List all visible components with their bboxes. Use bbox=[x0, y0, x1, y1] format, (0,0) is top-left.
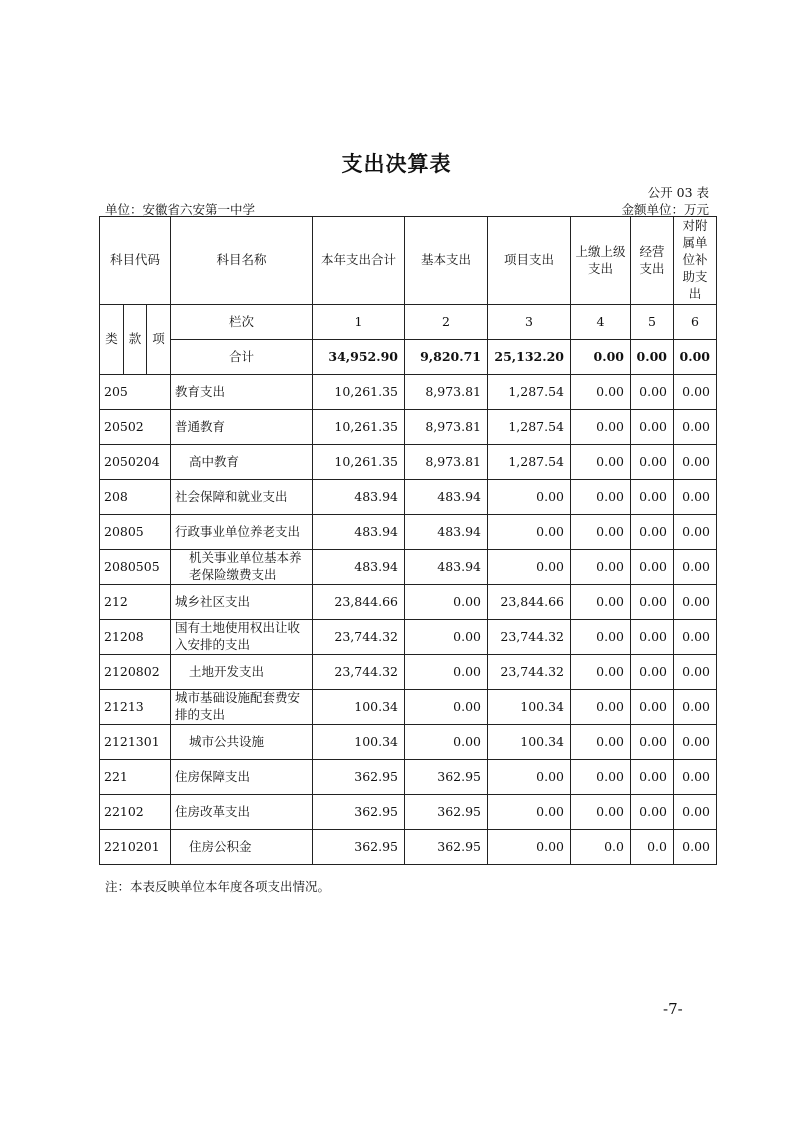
table-row bbox=[100, 690, 717, 725]
header-lei: 类 bbox=[100, 305, 124, 375]
row-name: 社会保障和就业支出 bbox=[171, 480, 313, 515]
row-business: 0.00 bbox=[631, 760, 674, 795]
total-label: 合计 bbox=[171, 340, 313, 375]
total-row bbox=[100, 340, 717, 375]
row-name: 国有土地使用权出让收入安排的支出 bbox=[171, 620, 313, 655]
table-row bbox=[100, 480, 717, 515]
row-basic: 0.00 bbox=[405, 725, 488, 760]
row-subsidy: 0.00 bbox=[674, 375, 717, 410]
row-business: 0.00 bbox=[631, 445, 674, 480]
row-project: 0.00 bbox=[488, 515, 571, 550]
header-total: 本年支出合计 bbox=[313, 217, 405, 305]
row-upper: 0.00 bbox=[571, 375, 631, 410]
row-project: 23,844.66 bbox=[488, 585, 571, 620]
table-row bbox=[100, 830, 717, 865]
row-basic: 8,973.81 bbox=[405, 445, 488, 480]
row-total: 100.34 bbox=[313, 725, 405, 760]
row-subsidy: 0.00 bbox=[674, 585, 717, 620]
total-v5: 0.00 bbox=[631, 340, 674, 375]
row-name: 住房改革支出 bbox=[171, 795, 313, 830]
row-upper: 0.00 bbox=[571, 760, 631, 795]
row-business: 0.00 bbox=[631, 620, 674, 655]
row-subsidy: 0.00 bbox=[674, 515, 717, 550]
row-business: 0.0 bbox=[631, 830, 674, 865]
header-kuan: 款 bbox=[124, 305, 147, 375]
table-row bbox=[100, 410, 717, 445]
row-upper: 0.00 bbox=[571, 410, 631, 445]
row-code: 205 bbox=[100, 375, 171, 410]
header-subsidy: 对附属单位补助支出 bbox=[674, 217, 717, 305]
row-code: 2120802 bbox=[100, 655, 171, 690]
row-business: 0.00 bbox=[631, 690, 674, 725]
row-subsidy: 0.00 bbox=[674, 830, 717, 865]
row-business: 0.00 bbox=[631, 515, 674, 550]
row-code: 212 bbox=[100, 585, 171, 620]
row-subsidy: 0.00 bbox=[674, 655, 717, 690]
table-row bbox=[100, 760, 717, 795]
expenditure-table bbox=[99, 216, 717, 865]
row-code: 21208 bbox=[100, 620, 171, 655]
row-name: 城市公共设施 bbox=[171, 725, 313, 760]
row-project: 23,744.32 bbox=[488, 620, 571, 655]
table-header bbox=[100, 217, 717, 375]
row-code: 2210201 bbox=[100, 830, 171, 865]
row-upper: 0.00 bbox=[571, 585, 631, 620]
row-total: 483.94 bbox=[313, 515, 405, 550]
row-subsidy: 0.00 bbox=[674, 760, 717, 795]
row-total: 362.95 bbox=[313, 760, 405, 795]
table-row bbox=[100, 795, 717, 830]
row-total: 362.95 bbox=[313, 795, 405, 830]
row-code: 22102 bbox=[100, 795, 171, 830]
row-business: 0.00 bbox=[631, 410, 674, 445]
footnote: 注：本表反映单位本年度各项支出情况。 bbox=[105, 879, 331, 894]
row-project: 0.00 bbox=[488, 760, 571, 795]
row-basic: 0.00 bbox=[405, 620, 488, 655]
row-basic: 0.00 bbox=[405, 585, 488, 620]
row-name: 高中教育 bbox=[171, 445, 313, 480]
row-project: 0.00 bbox=[488, 480, 571, 515]
row-subsidy: 0.00 bbox=[674, 480, 717, 515]
header-lanci: 栏次 bbox=[171, 305, 313, 340]
row-subsidy: 0.00 bbox=[674, 410, 717, 445]
row-total: 483.94 bbox=[313, 550, 405, 585]
row-business: 0.00 bbox=[631, 655, 674, 690]
row-basic: 483.94 bbox=[405, 515, 488, 550]
row-upper: 0.0 bbox=[571, 830, 631, 865]
row-name: 土地开发支出 bbox=[171, 655, 313, 690]
row-basic: 362.95 bbox=[405, 760, 488, 795]
table-row bbox=[100, 620, 717, 655]
row-total: 362.95 bbox=[313, 830, 405, 865]
header-project: 项目支出 bbox=[488, 217, 571, 305]
row-subsidy: 0.00 bbox=[674, 620, 717, 655]
page-number: -7- bbox=[663, 1000, 683, 1018]
row-name: 教育支出 bbox=[171, 375, 313, 410]
row-name: 城市基础设施配套费安排的支出 bbox=[171, 690, 313, 725]
row-name: 城乡社区支出 bbox=[171, 585, 313, 620]
row-name: 住房保障支出 bbox=[171, 760, 313, 795]
row-business: 0.00 bbox=[631, 725, 674, 760]
col-index-4: 4 bbox=[571, 305, 631, 340]
table-row bbox=[100, 445, 717, 480]
row-project: 1,287.54 bbox=[488, 410, 571, 445]
row-basic: 483.94 bbox=[405, 480, 488, 515]
row-total: 23,744.32 bbox=[313, 655, 405, 690]
total-v3: 25,132.20 bbox=[488, 340, 571, 375]
table-row bbox=[100, 585, 717, 620]
row-subsidy: 0.00 bbox=[674, 725, 717, 760]
row-subsidy: 0.00 bbox=[674, 445, 717, 480]
col-index-5: 5 bbox=[631, 305, 674, 340]
row-upper: 0.00 bbox=[571, 620, 631, 655]
row-code: 2080505 bbox=[100, 550, 171, 585]
page-title: 支出决算表 bbox=[341, 152, 452, 176]
row-upper: 0.00 bbox=[571, 480, 631, 515]
col-index-1: 1 bbox=[313, 305, 405, 340]
total-v1: 34,952.90 bbox=[313, 340, 405, 375]
row-business: 0.00 bbox=[631, 550, 674, 585]
total-v2: 9,820.71 bbox=[405, 340, 488, 375]
header-code: 科目代码 bbox=[100, 217, 171, 305]
table-row bbox=[100, 515, 717, 550]
header-xiang: 项 bbox=[147, 305, 171, 375]
row-upper: 0.00 bbox=[571, 515, 631, 550]
row-project: 0.00 bbox=[488, 795, 571, 830]
col-index-6: 6 bbox=[674, 305, 717, 340]
row-project: 0.00 bbox=[488, 550, 571, 585]
row-subsidy: 0.00 bbox=[674, 795, 717, 830]
row-project: 100.34 bbox=[488, 690, 571, 725]
row-total: 10,261.35 bbox=[313, 410, 405, 445]
row-total: 10,261.35 bbox=[313, 445, 405, 480]
row-name: 行政事业单位养老支出 bbox=[171, 515, 313, 550]
row-name: 普通教育 bbox=[171, 410, 313, 445]
row-business: 0.00 bbox=[631, 585, 674, 620]
row-total: 23,844.66 bbox=[313, 585, 405, 620]
row-project: 1,287.54 bbox=[488, 445, 571, 480]
row-code: 20805 bbox=[100, 515, 171, 550]
row-total: 10,261.35 bbox=[313, 375, 405, 410]
row-business: 0.00 bbox=[631, 375, 674, 410]
row-basic: 362.95 bbox=[405, 830, 488, 865]
row-total: 23,744.32 bbox=[313, 620, 405, 655]
table-body bbox=[100, 375, 717, 865]
row-upper: 0.00 bbox=[571, 725, 631, 760]
row-project: 0.00 bbox=[488, 830, 571, 865]
row-project: 1,287.54 bbox=[488, 375, 571, 410]
table-row bbox=[100, 550, 717, 585]
header-upper: 上缴上级支出 bbox=[571, 217, 631, 305]
unit-label: 单位：安徽省六安第一中学 bbox=[105, 202, 256, 217]
header-business: 经营支出 bbox=[631, 217, 674, 305]
total-v6: 0.00 bbox=[674, 340, 717, 375]
table-row bbox=[100, 375, 717, 410]
row-code: 2050204 bbox=[100, 445, 171, 480]
row-code: 221 bbox=[100, 760, 171, 795]
row-total: 483.94 bbox=[313, 480, 405, 515]
row-project: 100.34 bbox=[488, 725, 571, 760]
row-upper: 0.00 bbox=[571, 445, 631, 480]
row-business: 0.00 bbox=[631, 480, 674, 515]
table-row bbox=[100, 725, 717, 760]
row-upper: 0.00 bbox=[571, 795, 631, 830]
row-total: 100.34 bbox=[313, 690, 405, 725]
row-business: 0.00 bbox=[631, 795, 674, 830]
row-upper: 0.00 bbox=[571, 690, 631, 725]
header-basic: 基本支出 bbox=[405, 217, 488, 305]
row-project: 23,744.32 bbox=[488, 655, 571, 690]
form-number: 公开 03 表 bbox=[647, 185, 709, 200]
col-index-2: 2 bbox=[405, 305, 488, 340]
col-index-3: 3 bbox=[488, 305, 571, 340]
row-code: 21213 bbox=[100, 690, 171, 725]
total-v4: 0.00 bbox=[571, 340, 631, 375]
row-upper: 0.00 bbox=[571, 550, 631, 585]
row-code: 20502 bbox=[100, 410, 171, 445]
row-upper: 0.00 bbox=[571, 655, 631, 690]
row-subsidy: 0.00 bbox=[674, 690, 717, 725]
row-subsidy: 0.00 bbox=[674, 550, 717, 585]
row-basic: 0.00 bbox=[405, 690, 488, 725]
row-basic: 8,973.81 bbox=[405, 410, 488, 445]
row-basic: 362.95 bbox=[405, 795, 488, 830]
money-unit-label: 金额单位：万元 bbox=[621, 202, 709, 217]
row-basic: 0.00 bbox=[405, 655, 488, 690]
row-basic: 8,973.81 bbox=[405, 375, 488, 410]
header-name: 科目名称 bbox=[171, 217, 313, 305]
row-basic: 483.94 bbox=[405, 550, 488, 585]
table-row bbox=[100, 655, 717, 690]
row-code: 208 bbox=[100, 480, 171, 515]
row-name: 机关事业单位基本养老保险缴费支出 bbox=[171, 550, 313, 585]
row-name: 住房公积金 bbox=[171, 830, 313, 865]
row-code: 2121301 bbox=[100, 725, 171, 760]
